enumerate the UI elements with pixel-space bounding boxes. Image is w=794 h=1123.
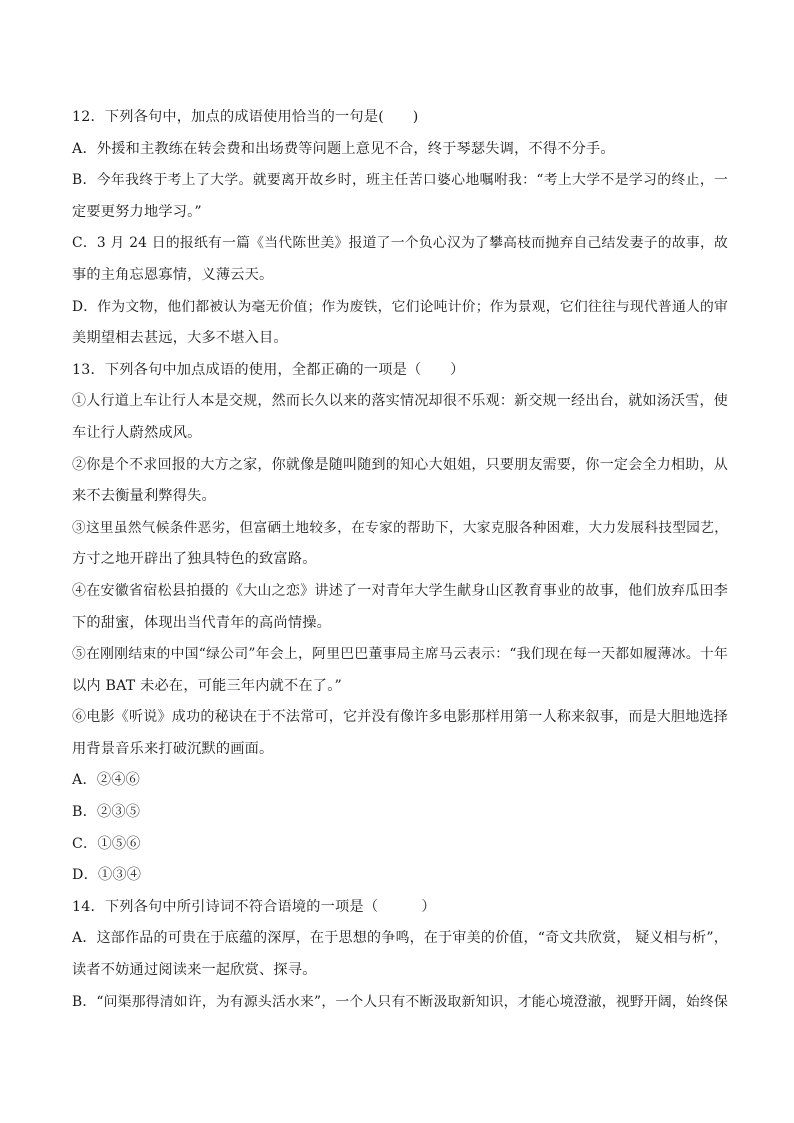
question-13-item-1-line1: ①人行道上车让行人本是交规，然而长久以来的落实情况却很不乐观：新交规一经出台，就如汤沃雪，使	[72, 393, 728, 410]
question-12-option-d-line2: 美期望相去甚远，大多不堪入目。	[72, 330, 288, 347]
question-14-option-a-line2: 读者不妨通过阅读来一起欣赏、探寻。	[72, 962, 317, 979]
question-14-stem: 14．下列各句中所引诗词不符合语境的一项是（ ）	[72, 898, 436, 915]
question-13-item-3-line1: ③这里虽然气候条件恶劣，但富硒土地较多，在专家的帮助下，大家克服各种困难，大力发展科技型园艺，	[72, 519, 728, 536]
question-12-option-c-line1: C．3 月 24 日的报纸有一篇《当代陈世美》报道了一个负心汉为了攀高枝而抛弃自己结发妻子的故事，故	[72, 235, 728, 252]
question-12-option-b-line2: 定要更努力地学习。”	[72, 203, 202, 220]
question-13-item-5-line1: ⑤在刚刚结束的中国“绿公司”年会上，阿里巴巴董事局主席马云表示：“我们现在每一天都如履薄冰。十年	[72, 646, 728, 663]
question-13-item-3-line2: 方寸之地开辟出了独具特色的致富路。	[72, 551, 317, 568]
question-13-item-6-line1: ⑥电影《听说》成功的秘诀在于不法常可，它并没有像许多电影那样用第一人称来叙事，而是大胆地选择	[72, 709, 728, 726]
question-content	[72, 102, 728, 1018]
question-12-option-b-line1: B．今年我终于考上了大学。就要离开故乡时，班主任苦口婆心地嘱咐我：“考上大学不是学习的终止，一	[72, 172, 728, 189]
question-13-item-2-line1: ②你是个不求回报的大方之家，你就像是随叫随到的知心大姐姐，只要朋友需要，你一定会全力相助，从	[72, 456, 728, 473]
question-13-option-b: B．②③⑤	[72, 804, 141, 821]
question-12-option-d-line1: D．作为文物，他们都被认为毫无价值；作为废铁，它们论吨计价；作为景观，它们往往与现代普通人的审	[72, 298, 728, 315]
question-14-option-a-line1: A．这部作品的可贵在于底蕴的深厚，在于思想的争鸣，在于审美的价值，“奇文共欣赏， 疑义相与析”，	[72, 930, 728, 947]
question-12-option-c-line2: 事的主角忘恩寡情，义薄云天。	[72, 266, 274, 283]
question-13-option-d: D．①③④	[72, 867, 142, 884]
question-13-option-c: C．①⑤⑥	[72, 835, 141, 852]
question-14-option-b-line1: B．“问渠那得清如许，为有源头活水来”，一个人只有不断汲取新知识，才能心境澄澈，视野开阔，始终保	[72, 993, 728, 1010]
question-12-option-a: A．外援和主教练在转会费和出场费等问题上意见不合，终于琴瑟失调，不得不分手。	[72, 140, 615, 157]
question-13-stem: 13．下列各句中加点成语的使用，全都正确的一项是（ ）	[72, 361, 465, 378]
question-13-item-4-line1: ④在安徽省宿松县拍摄的《大山之恋》讲述了一对青年大学生献身山区教育事业的故事，他们放弃瓜田李	[72, 582, 728, 599]
question-13-item-1-line2: 车让行人蔚然成风。	[72, 424, 202, 441]
question-13-item-4-line2: 下的甜蜜，体现出当代青年的高尚情操。	[72, 614, 331, 631]
question-13-item-2-line2: 来不去衡量利弊得失。	[72, 488, 216, 505]
question-13-item-6-line2: 用背景音乐来打破沉默的画面。	[72, 740, 274, 757]
question-13-option-a: A．②④⑥	[72, 772, 140, 789]
question-13-item-5-line2: 以内 BAT 未必在，可能三年内就不在了。”	[72, 677, 342, 694]
question-12-stem: 12．下列各句中，加点的成语使用恰当的一句是( )	[72, 109, 419, 125]
